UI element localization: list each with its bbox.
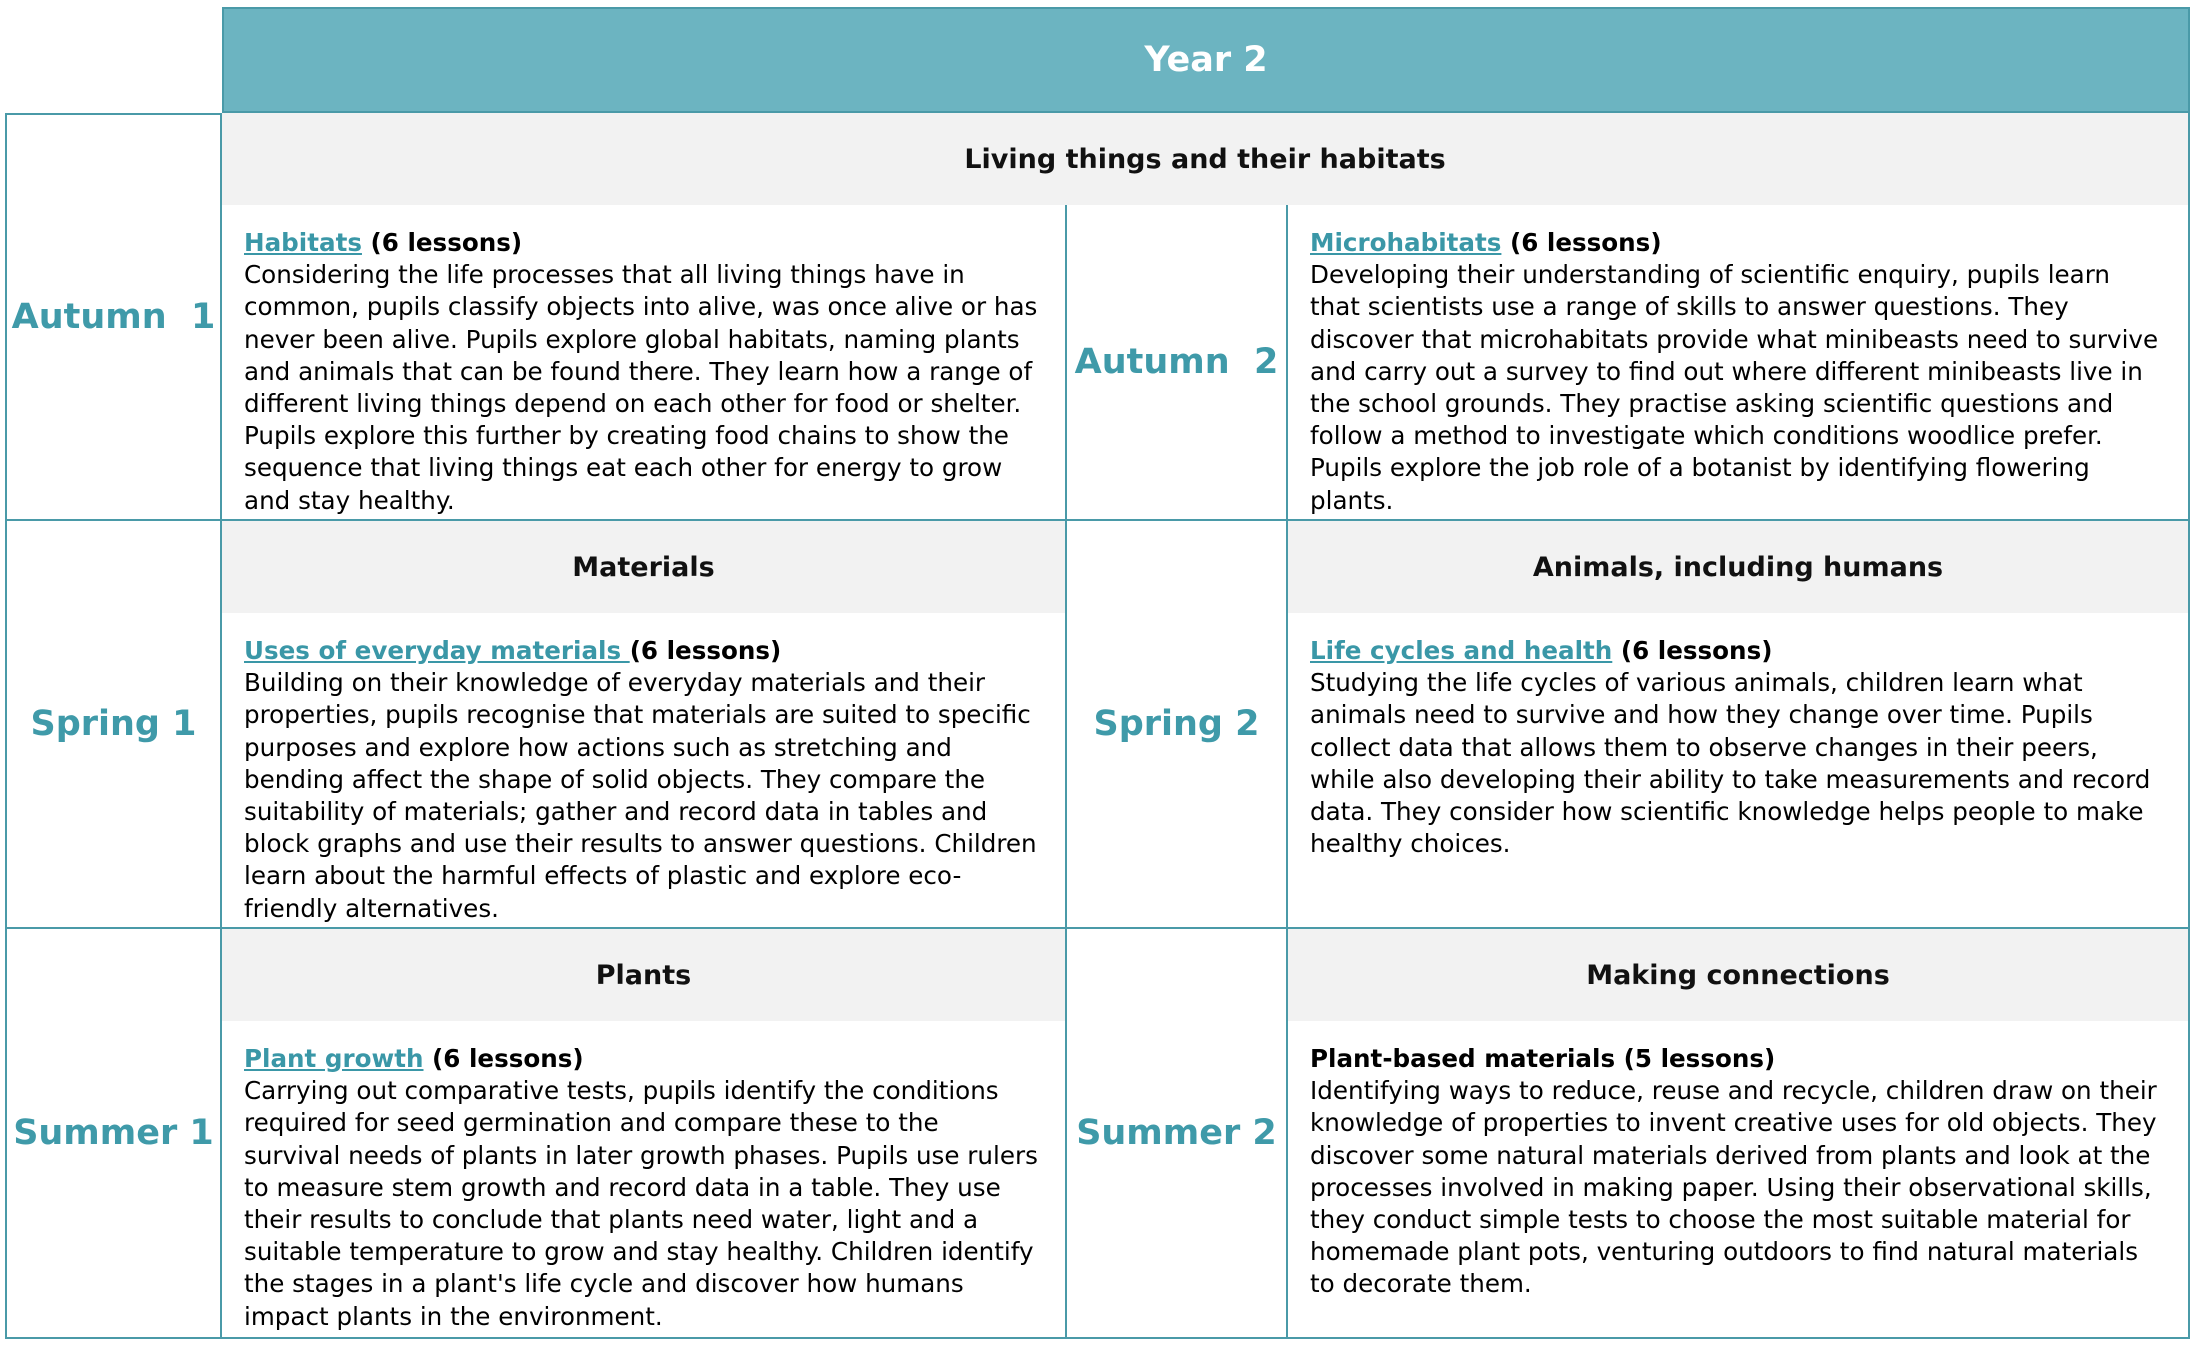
unit-description: Developing their understanding of scientific enquiry, pupils learn that scientists use a range of skills to answer questions. They discover that microhabitats provide what minibeasts need to survive and carry out a survey to find out where different minibeasts live in the school grounds. They practise asking scientific questions and follow a method to investigate which conditions woodlice prefer. Pupils explore the job role of a botanist by identifying flowering plants. [1310, 260, 2159, 515]
topic-materials: Materials [222, 521, 1065, 613]
topic-plants: Plants [222, 929, 1065, 1021]
unit-habitats [222, 205, 1065, 521]
term-spring-1: Spring 1 [5, 521, 222, 929]
year-header: Year 2 [222, 7, 2190, 113]
lessons-count: (6 lessons) [1612, 636, 1773, 665]
link-microhabitats[interactable]: Microhabitats [1310, 228, 1502, 257]
link-life-cycles-and-health[interactable]: Life cycles and health [1310, 636, 1613, 665]
link-plant-growth[interactable]: Plant growth [244, 1044, 424, 1073]
unit-plant-based-materials [1286, 1021, 2190, 1339]
unit-description: Studying the life cycles of various animals, children learn what animals need to survive and how they change over time. Pupils collect data that allows them to observe changes in their peers, while also developing their ability to take measurements and record data. They consider how scientific knowledge helps people to make healthy choices. [1310, 668, 2151, 859]
link-uses-of-everyday-materials[interactable]: Uses of everyday materials [244, 636, 630, 665]
topic-animals-including-humans: Animals, including humans [1286, 521, 2190, 613]
link-habitats[interactable]: Habitats [244, 228, 362, 257]
term-spring-2: Spring 2 [1065, 521, 1286, 929]
topic-making-connections: Making connections [1286, 929, 2190, 1021]
term-summer-2: Summer 2 [1065, 929, 1286, 1339]
term-summer-1: Summer 1 [5, 929, 222, 1339]
unit-description: Carrying out comparative tests, pupils identify the conditions required for seed germination and compare these to the survival needs of plants in later growth phases. Pupils use rulers to measure stem growth and record data in a table. They use their results to conclude that plants need water, light and a suitable temperature to grow and stay healthy. Children identify the stages in a plant's life cycle and discover how humans impact plants in the environment. [244, 1076, 1038, 1331]
unit-description: Identifying ways to reduce, reuse and recycle, children draw on their knowledge of properties to invent creative uses for old objects. They discover some natural materials derived from plants and look at the processes involved in making paper. Using their observational skills, they conduct simple tests to choose the most suitable material for homemade plant pots, venturing outdoors to find natural materials to decorate them. [1310, 1076, 2157, 1299]
term-autumn-2: Autumn 2 [1065, 205, 1286, 521]
unit-title: Plant-based materials (5 lessons) [1310, 1044, 1776, 1073]
lessons-count: (6 lessons) [1501, 228, 1662, 257]
lessons-count: (6 lessons) [423, 1044, 584, 1073]
unit-uses-of-everyday-materials [222, 613, 1065, 929]
unit-description: Building on their knowledge of everyday materials and their properties, pupils recognise that materials are suited to specific purposes and explore how actions such as stretching and bending affect the shape of solid objects. They compare the suitability of materials; gather and record data in tables and block graphs and use their results to answer questions. Children learn about the harmful effects of plastic and explore eco-friendly alternatives. [244, 668, 1037, 923]
unit-life-cycles-and-health [1286, 613, 2190, 929]
term-autumn-1: Autumn 1 [5, 113, 222, 521]
topic-living-things: Living things and their habitats [222, 113, 2190, 205]
unit-description: Considering the life processes that all living things have in common, pupils classify objects into alive, was once alive or has never been alive. Pupils explore global habitats, naming plants and animals that can be found there. They learn how a range of different living things depend on each other for food or shelter. Pupils explore this further by creating food chains to show the sequence that living things eat each other for energy to grow and stay healthy. [244, 260, 1038, 515]
unit-plant-growth [222, 1021, 1065, 1339]
year-2-curriculum-table [5, 7, 2190, 1339]
lessons-count: (6 lessons) [361, 228, 523, 257]
blank-corner [5, 7, 222, 113]
lessons-count: (6 lessons) [629, 636, 782, 665]
unit-microhabitats [1286, 205, 2190, 521]
